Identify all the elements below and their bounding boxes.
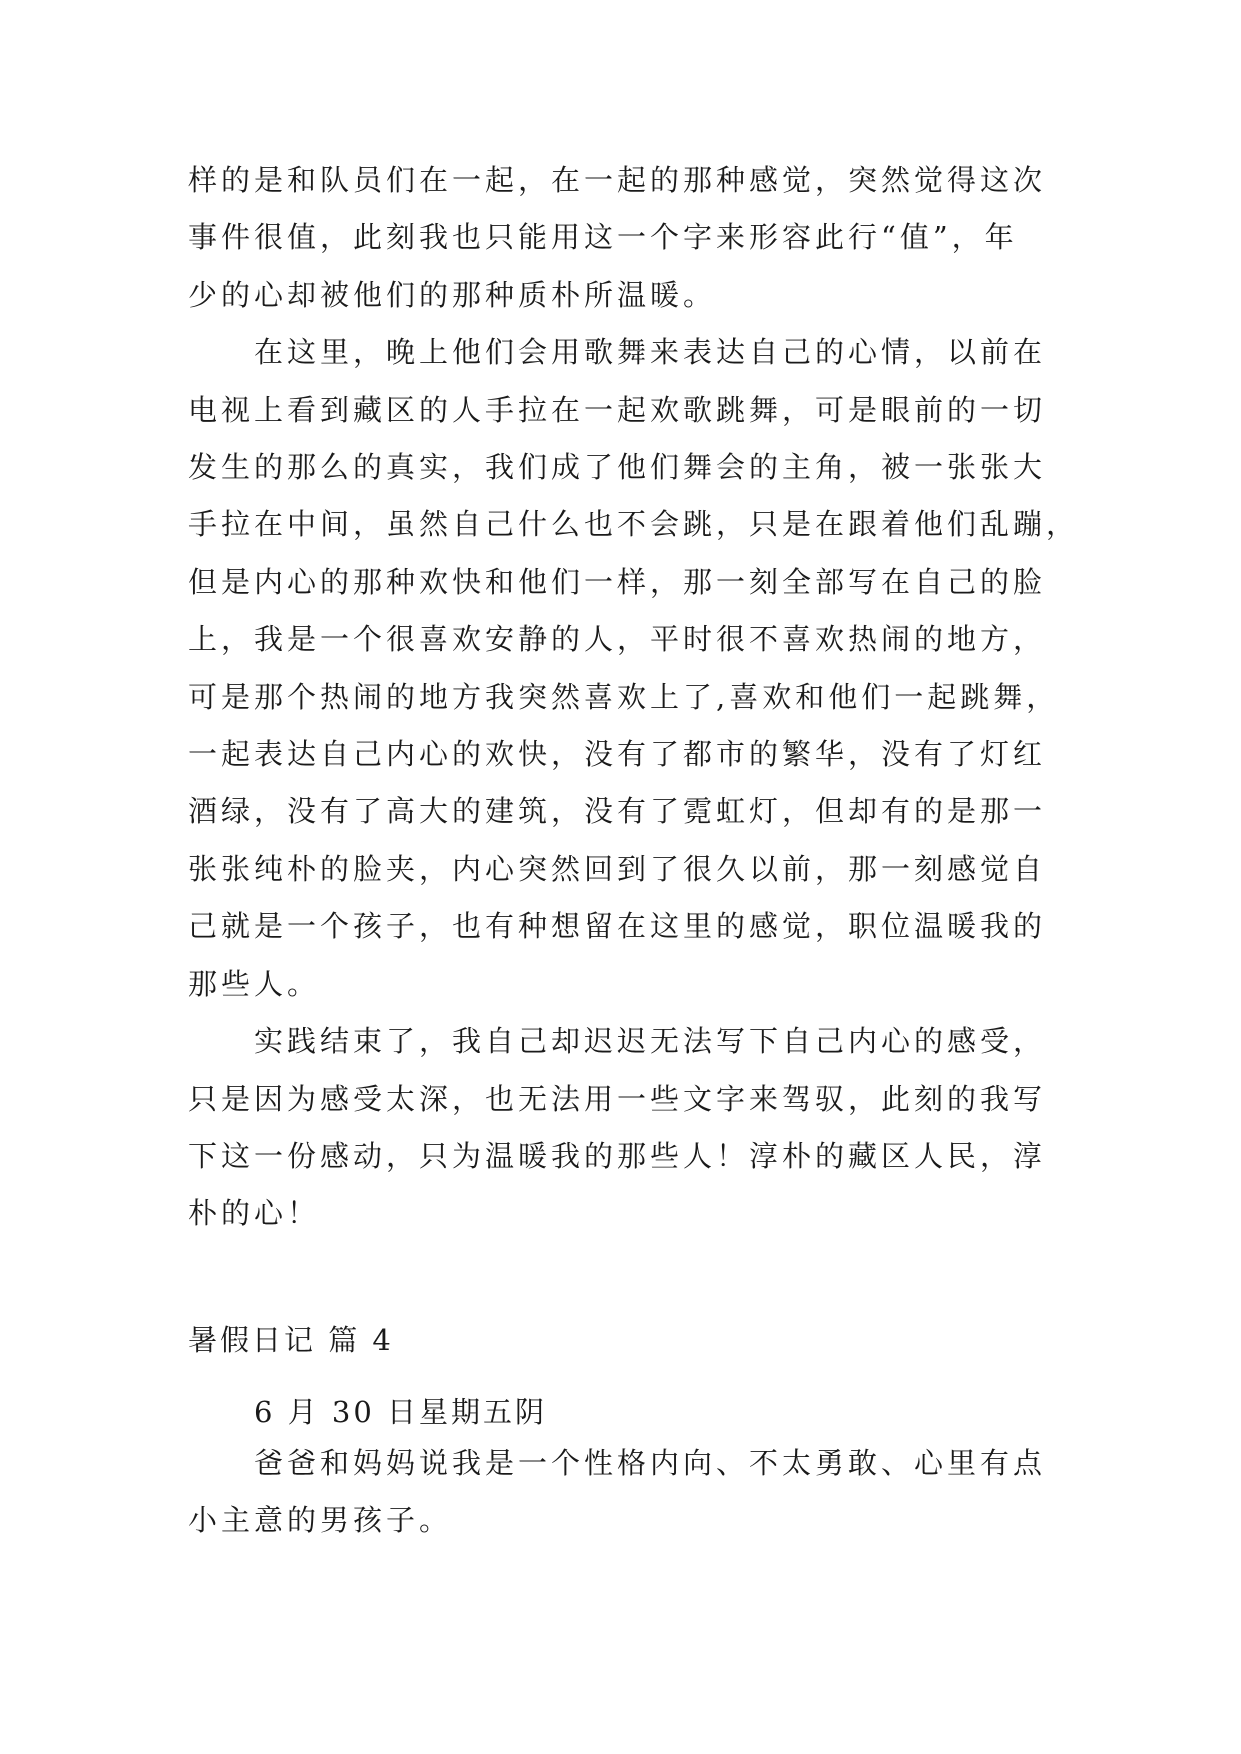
paragraph-1 <box>188 152 1048 324</box>
paragraph-2-line: 但是内心的那种欢快和他们一样，那一刻全部写在自己的脸 <box>188 564 1047 599</box>
paragraph-2-line: 酒绿，没有了高大的建筑，没有了霓虹灯，但却有的是那一 <box>188 794 1047 829</box>
paragraph-1-line: 少的心却被他们的那种质朴所温暖。 <box>188 277 717 312</box>
paragraph-2-line: 可是那个热闹的地方我突然喜欢上了,喜欢和他们一起跳舞， <box>188 679 1060 714</box>
body-text <box>188 152 1080 1243</box>
paragraph-2-line: 张张纯朴的脸夹，内心突然回到了很久以前，那一刻感觉自 <box>188 851 1047 886</box>
paragraph-2-line: 电视上看到藏区的人手拉在一起欢歌跳舞，可是眼前的一切 <box>188 392 1047 427</box>
paragraph-2-line: 上，我是一个很喜欢安静的人，平时很不喜欢热闹的地方， <box>188 622 1047 657</box>
paragraph-1-line: 事件很值，此刻我也只能用这一个字来形容此行“值”，年 <box>188 220 1018 255</box>
paragraph-4 <box>188 1435 1048 1550</box>
paragraph-4-line: 小主意的男孩子。 <box>188 1503 453 1538</box>
paragraph-2-line: 在这里，晚上他们会用歌舞来表达自己的心情，以前在 <box>254 335 1047 370</box>
paragraph-3-line: 朴的心！ <box>188 1196 321 1231</box>
diary-date-line: 6 月 30 日星期五阴 <box>254 1395 548 1429</box>
paragraph-2-line: 那些人。 <box>188 966 321 1001</box>
paragraph-3-line: 只是因为感受太深，也无法用一些文字来驾驭，此刻的我写 <box>188 1081 1047 1116</box>
paragraph-2 <box>188 324 1080 1013</box>
paragraph-2-line: 手拉在中间，虽然自己什么也不会跳，只是在跟着他们乱蹦， <box>188 507 1080 542</box>
paragraph-2-line: 己就是一个孩子，也有种想留在这里的感觉，职位温暖我的 <box>188 909 1047 944</box>
paragraph-3-line: 实践结束了，我自己却迟迟无法写下自己内心的感受， <box>254 1024 1047 1059</box>
paragraph-3-line: 下这一份感动，只为温暖我的那些人！淳朴的藏区人民，淳 <box>188 1138 1047 1173</box>
paragraph-4-line: 爸爸和妈妈说我是一个性格内向、不太勇敢、心里有点 <box>254 1446 1047 1480</box>
paragraph-2-line: 发生的那么的真实，我们成了他们舞会的主角，被一张张大 <box>188 450 1047 485</box>
paragraph-1-line: 样的是和队员们在一起，在一起的那种感觉，突然觉得这次 <box>188 163 1047 197</box>
paragraph-2-line: 一起表达自己内心的欢快，没有了都市的繁华，没有了灯红 <box>188 737 1047 772</box>
section-heading: 暑假日记 篇 4 <box>188 1323 394 1357</box>
paragraph-3 <box>188 1013 1048 1243</box>
